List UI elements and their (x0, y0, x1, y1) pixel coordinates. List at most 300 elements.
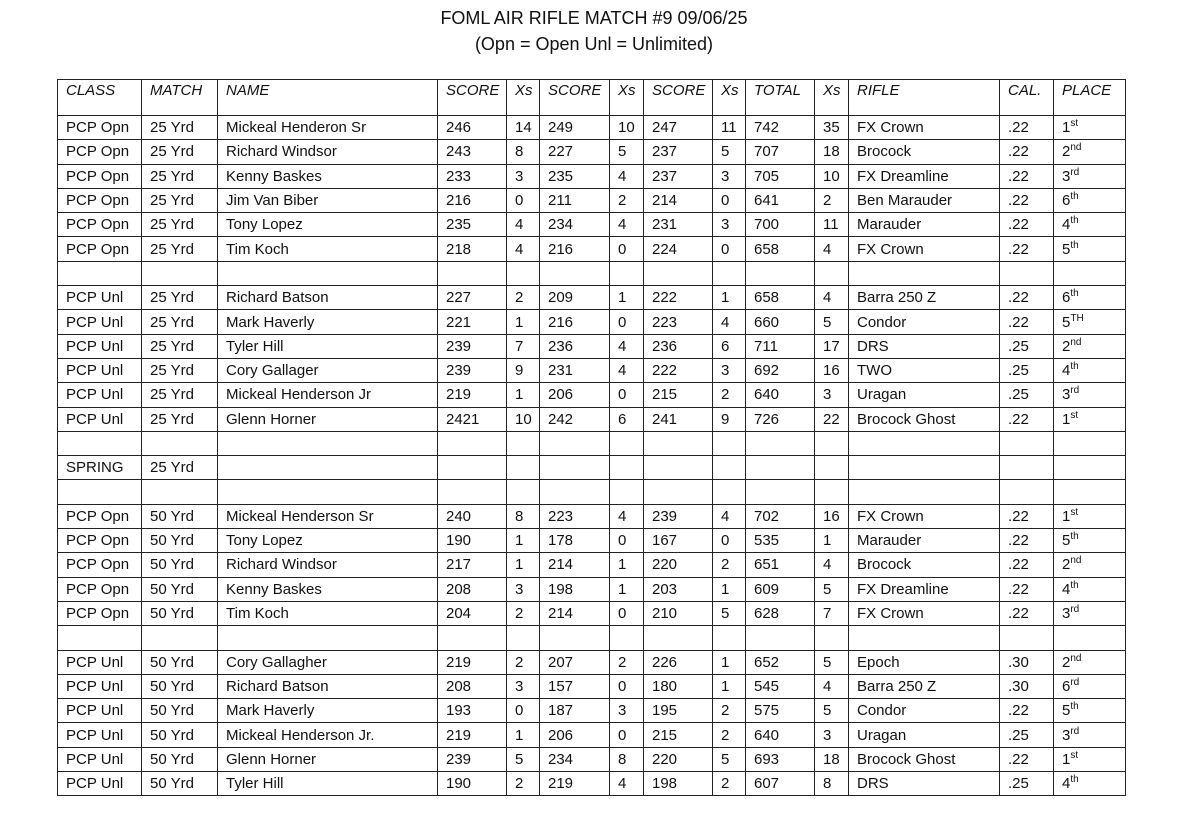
table-cell: 1 (713, 650, 746, 674)
table-cell: 222 (644, 358, 713, 382)
table-cell: 2 (713, 723, 746, 747)
table-cell: 5 (713, 140, 746, 164)
table-cell: 50 Yrd (142, 601, 218, 625)
table-cell (438, 261, 507, 285)
place-cell (1054, 529, 1126, 553)
table-cell: .22 (1000, 140, 1054, 164)
table-cell: Tyler Hill (218, 772, 438, 796)
place-suffix: st (1070, 506, 1079, 518)
table-cell: 198 (540, 577, 610, 601)
place-suffix: th (1070, 774, 1079, 786)
table-cell: Marauder (849, 213, 1000, 237)
table-cell: Mickeal Henderson Jr (218, 383, 438, 407)
place-number: 3 (1062, 167, 1071, 185)
table-row (58, 650, 1126, 674)
table-cell (218, 480, 438, 504)
table-cell: Marauder (849, 529, 1000, 553)
table-row (58, 504, 1126, 528)
table-row (58, 431, 1126, 455)
table-cell: 11 (713, 116, 746, 140)
table-cell: 25 Yrd (142, 213, 218, 237)
table-cell: PCP Unl (58, 407, 142, 431)
table-cell: 234 (540, 747, 610, 771)
table-cell: 1 (610, 286, 644, 310)
table-cell: 1 (815, 529, 849, 553)
table-cell: 2 (610, 188, 644, 212)
table-cell: 3 (815, 383, 849, 407)
table-cell: 216 (540, 310, 610, 334)
table-cell: .22 (1000, 188, 1054, 212)
table-cell: .22 (1000, 601, 1054, 625)
place-number: 2 (1062, 556, 1071, 574)
column-header: SCORE (644, 80, 713, 116)
place-cell (1054, 140, 1126, 164)
column-header: Xs (610, 80, 644, 116)
table-cell: 227 (438, 286, 507, 310)
table-cell: .25 (1000, 358, 1054, 382)
table-row (58, 553, 1126, 577)
place-number: 1 (1062, 410, 1071, 428)
table-cell: 6 (713, 334, 746, 358)
table-cell: 16 (815, 504, 849, 528)
table-cell: 233 (438, 164, 507, 188)
place-cell (1054, 504, 1126, 528)
table-row (58, 601, 1126, 625)
table-cell: Brocock Ghost (849, 747, 1000, 771)
place-number: 4 (1062, 362, 1071, 380)
table-cell: 0 (713, 529, 746, 553)
table-row (58, 456, 1126, 480)
place-suffix: th (1070, 288, 1079, 300)
table-cell: 609 (746, 577, 815, 601)
table-cell (58, 626, 142, 650)
table-cell: TWO (849, 358, 1000, 382)
place-number: 2 (1062, 653, 1071, 671)
column-header: Xs (507, 80, 540, 116)
table-cell: 25 Yrd (142, 237, 218, 261)
table-cell: 2 (713, 553, 746, 577)
table-cell: 222 (644, 286, 713, 310)
table-cell: .25 (1000, 772, 1054, 796)
table-cell: 50 Yrd (142, 674, 218, 698)
place-number: 2 (1062, 143, 1071, 161)
table-cell: PCP Opn (58, 116, 142, 140)
table-cell: 234 (540, 213, 610, 237)
table-cell: 4 (815, 553, 849, 577)
table-cell: .22 (1000, 699, 1054, 723)
table-cell: 9 (507, 358, 540, 382)
column-header: Xs (815, 80, 849, 116)
table-row (58, 772, 1126, 796)
table-cell: Richard Batson (218, 674, 438, 698)
table-cell: 705 (746, 164, 815, 188)
table-cell (507, 480, 540, 504)
table-cell: 5 (815, 577, 849, 601)
table-cell: PCP Unl (58, 699, 142, 723)
table-cell: 0 (610, 723, 644, 747)
place-number: 3 (1062, 386, 1071, 404)
table-cell: 575 (746, 699, 815, 723)
table-cell: 246 (438, 116, 507, 140)
table-cell: .25 (1000, 334, 1054, 358)
table-cell: .22 (1000, 529, 1054, 553)
table-cell: 211 (540, 188, 610, 212)
header-row (58, 80, 1126, 116)
table-row (58, 261, 1126, 285)
table-cell: 226 (644, 650, 713, 674)
table-cell: 0 (713, 188, 746, 212)
table-cell: 25 Yrd (142, 140, 218, 164)
table-cell: .22 (1000, 116, 1054, 140)
table-cell: PCP Opn (58, 601, 142, 625)
table-cell: .25 (1000, 383, 1054, 407)
place-cell (1054, 358, 1126, 382)
column-header: CLASS (58, 80, 142, 116)
table-cell: .22 (1000, 237, 1054, 261)
table-cell: 2 (815, 188, 849, 212)
table-cell (849, 480, 1000, 504)
table-cell: DRS (849, 772, 1000, 796)
table-row (58, 577, 1126, 601)
table-cell: Richard Windsor (218, 553, 438, 577)
table-cell: 692 (746, 358, 815, 382)
table-cell (540, 626, 610, 650)
table-cell: 3 (713, 213, 746, 237)
table-cell: 5 (610, 140, 644, 164)
table-cell: 3 (815, 723, 849, 747)
place-suffix: st (1070, 409, 1079, 421)
table-cell: 215 (644, 723, 713, 747)
table-cell: .22 (1000, 407, 1054, 431)
table-cell: 243 (438, 140, 507, 164)
table-row (58, 529, 1126, 553)
table-cell: 25 Yrd (142, 310, 218, 334)
table-cell (540, 431, 610, 455)
table-cell (815, 261, 849, 285)
place-number: 3 (1062, 726, 1071, 744)
table-cell: 7 (507, 334, 540, 358)
table-cell (218, 626, 438, 650)
table-row (58, 334, 1126, 358)
table-cell: Brocock (849, 140, 1000, 164)
table-cell: 3 (507, 577, 540, 601)
table-cell: Barra 250 Z (849, 674, 1000, 698)
table-row (58, 188, 1126, 212)
column-header: Xs (713, 80, 746, 116)
table-cell: Glenn Horner (218, 407, 438, 431)
table-cell (815, 456, 849, 480)
table-cell: DRS (849, 334, 1000, 358)
table-cell: FX Crown (849, 116, 1000, 140)
table-cell: Mickeal Henderson Jr. (218, 723, 438, 747)
table-cell: .22 (1000, 504, 1054, 528)
table-cell (644, 431, 713, 455)
table-cell: Mark Haverly (218, 699, 438, 723)
table-cell: 628 (746, 601, 815, 625)
table-cell: 8 (610, 747, 644, 771)
table-cell: 1 (507, 553, 540, 577)
table-cell: 221 (438, 310, 507, 334)
table-cell (1000, 261, 1054, 285)
results-table (57, 79, 1126, 796)
place-suffix: st (1070, 749, 1079, 761)
table-cell: 4 (610, 213, 644, 237)
table-cell: 545 (746, 674, 815, 698)
table-cell: 180 (644, 674, 713, 698)
table-cell: 223 (540, 504, 610, 528)
place-number: 4 (1062, 216, 1071, 234)
table-cell: 214 (644, 188, 713, 212)
table-cell: 50 Yrd (142, 650, 218, 674)
place-suffix: rd (1070, 166, 1080, 178)
table-cell: 214 (540, 553, 610, 577)
table-cell (849, 261, 1000, 285)
table-cell: 25 Yrd (142, 334, 218, 358)
table-cell: PCP Opn (58, 164, 142, 188)
table-cell: 4 (610, 358, 644, 382)
table-row (58, 237, 1126, 261)
table-cell (438, 626, 507, 650)
table-cell: 2 (713, 772, 746, 796)
place-cell (1054, 334, 1126, 358)
table-cell: 658 (746, 237, 815, 261)
table-cell: 195 (644, 699, 713, 723)
table-cell: .30 (1000, 650, 1054, 674)
table-cell: PCP Opn (58, 504, 142, 528)
place-suffix: nd (1070, 652, 1082, 664)
table-cell: 8 (507, 504, 540, 528)
place-suffix: nd (1070, 555, 1082, 567)
table-cell: 242 (540, 407, 610, 431)
table-cell (610, 261, 644, 285)
table-cell: 2 (507, 601, 540, 625)
table-cell: 249 (540, 116, 610, 140)
table-cell: 1 (507, 310, 540, 334)
table-cell: 7 (815, 601, 849, 625)
table-cell: 223 (644, 310, 713, 334)
place-cell (1054, 164, 1126, 188)
place-cell (1054, 699, 1126, 723)
table-cell: Tim Koch (218, 237, 438, 261)
table-cell (58, 261, 142, 285)
table-cell (1000, 431, 1054, 455)
place-number: 4 (1062, 580, 1071, 598)
table-cell: 240 (438, 504, 507, 528)
table-cell: 25 Yrd (142, 188, 218, 212)
table-cell: 1 (507, 723, 540, 747)
table-cell: Tyler Hill (218, 334, 438, 358)
table-cell: PCP Opn (58, 237, 142, 261)
table-cell: 50 Yrd (142, 747, 218, 771)
table-cell (713, 456, 746, 480)
table-cell (142, 261, 218, 285)
table-cell (540, 261, 610, 285)
place-number: 1 (1062, 750, 1071, 768)
table-cell: 50 Yrd (142, 772, 218, 796)
table-cell: 1 (713, 674, 746, 698)
table-cell: Epoch (849, 650, 1000, 674)
table-cell: 4 (610, 164, 644, 188)
table-cell: .30 (1000, 674, 1054, 698)
table-cell: 209 (540, 286, 610, 310)
table-cell (218, 261, 438, 285)
table-cell: 2 (713, 699, 746, 723)
table-cell: 10 (507, 407, 540, 431)
place-cell (1054, 772, 1126, 796)
table-cell: 215 (644, 383, 713, 407)
table-cell: 1 (507, 529, 540, 553)
table-cell: 50 Yrd (142, 504, 218, 528)
table-cell: 218 (438, 237, 507, 261)
table-cell: 8 (815, 772, 849, 796)
table-cell: SPRING (58, 456, 142, 480)
place-cell (1054, 116, 1126, 140)
place-cell (1054, 723, 1126, 747)
table-cell: 210 (644, 601, 713, 625)
table-cell: 5 (815, 310, 849, 334)
table-cell: 1 (610, 553, 644, 577)
table-cell (438, 456, 507, 480)
table-cell: 3 (713, 358, 746, 382)
table-cell: 10 (815, 164, 849, 188)
table-cell (815, 480, 849, 504)
table-cell: 0 (713, 237, 746, 261)
table-cell: 50 Yrd (142, 699, 218, 723)
table-cell: 2 (610, 650, 644, 674)
table-cell: .22 (1000, 553, 1054, 577)
table-cell: 16 (815, 358, 849, 382)
table-cell: 4 (610, 334, 644, 358)
table-cell (610, 431, 644, 455)
table-cell: FX Crown (849, 237, 1000, 261)
place-suffix: th (1070, 531, 1079, 543)
table-cell: 17 (815, 334, 849, 358)
place-suffix: nd (1070, 142, 1082, 154)
table-cell: Richard Batson (218, 286, 438, 310)
table-cell: FX Dreamline (849, 164, 1000, 188)
table-cell: .22 (1000, 164, 1054, 188)
table-cell: 640 (746, 383, 815, 407)
table-cell (1000, 456, 1054, 480)
table-cell: 10 (610, 116, 644, 140)
table-cell: 187 (540, 699, 610, 723)
place-number: 5 (1062, 532, 1071, 550)
table-cell: 22 (815, 407, 849, 431)
table-cell: 0 (610, 601, 644, 625)
table-cell (713, 626, 746, 650)
place-number: 4 (1062, 775, 1071, 793)
table-cell: FX Dreamline (849, 577, 1000, 601)
column-header: MATCH (142, 80, 218, 116)
table-row (58, 480, 1126, 504)
table-cell: PCP Unl (58, 334, 142, 358)
place-number: 6 (1062, 192, 1071, 210)
column-header: CAL. (1000, 80, 1054, 116)
table-cell: 3 (610, 699, 644, 723)
table-cell (58, 480, 142, 504)
page-subtitle: (Opn = Open Unl = Unlimited) (474, 34, 714, 54)
table-cell: 652 (746, 650, 815, 674)
table-cell: Cory Gallagher (218, 650, 438, 674)
table-cell: 5 (815, 699, 849, 723)
place-suffix: nd (1070, 336, 1082, 348)
table-cell: 236 (540, 334, 610, 358)
table-cell: Condor (849, 310, 1000, 334)
table-cell (713, 261, 746, 285)
table-cell: Uragan (849, 723, 1000, 747)
table-row (58, 164, 1126, 188)
table-cell: 4 (815, 674, 849, 698)
table-cell: 2 (713, 383, 746, 407)
table-cell: .22 (1000, 310, 1054, 334)
table-cell: 18 (815, 747, 849, 771)
column-header: SCORE (540, 80, 610, 116)
table-cell: 25 Yrd (142, 164, 218, 188)
table-cell: 207 (540, 650, 610, 674)
table-cell: 193 (438, 699, 507, 723)
table-cell: .22 (1000, 286, 1054, 310)
table-cell (849, 626, 1000, 650)
place-number: 1 (1062, 119, 1071, 137)
table-cell: 693 (746, 747, 815, 771)
table-cell: Tony Lopez (218, 213, 438, 237)
table-cell: Tim Koch (218, 601, 438, 625)
table-row (58, 358, 1126, 382)
table-cell (507, 431, 540, 455)
table-cell: 2 (507, 650, 540, 674)
table-cell (746, 431, 815, 455)
table-cell: 3 (713, 164, 746, 188)
table-cell: 216 (438, 188, 507, 212)
table-row (58, 747, 1126, 771)
place-cell (1054, 310, 1126, 334)
table-cell: 35 (815, 116, 849, 140)
table-cell: 239 (438, 747, 507, 771)
table-cell: 4 (713, 504, 746, 528)
table-cell: 198 (644, 772, 713, 796)
table-row (58, 140, 1126, 164)
table-cell (438, 480, 507, 504)
table-cell: 3 (507, 674, 540, 698)
table-cell: Jim Van Biber (218, 188, 438, 212)
table-cell: 711 (746, 334, 815, 358)
place-cell (1054, 456, 1126, 480)
place-number: 5 (1062, 313, 1071, 331)
table-cell: 50 Yrd (142, 529, 218, 553)
place-cell (1054, 626, 1126, 650)
table-cell: 8 (507, 140, 540, 164)
column-header: NAME (218, 80, 438, 116)
table-cell (507, 456, 540, 480)
table-cell: 4 (610, 504, 644, 528)
table-cell: 0 (610, 674, 644, 698)
table-cell: .25 (1000, 723, 1054, 747)
table-cell: 25 Yrd (142, 407, 218, 431)
table-cell: 239 (438, 334, 507, 358)
table-row (58, 674, 1126, 698)
table-cell: 25 Yrd (142, 456, 218, 480)
table-cell (218, 456, 438, 480)
place-cell (1054, 213, 1126, 237)
place-suffix: rd (1070, 604, 1080, 616)
table-cell: PCP Unl (58, 747, 142, 771)
table-cell (142, 626, 218, 650)
table-cell: 190 (438, 529, 507, 553)
table-cell: 9 (713, 407, 746, 431)
table-cell: 4 (507, 213, 540, 237)
table-cell: Mickeal Henderon Sr (218, 116, 438, 140)
table-cell: PCP Unl (58, 383, 142, 407)
